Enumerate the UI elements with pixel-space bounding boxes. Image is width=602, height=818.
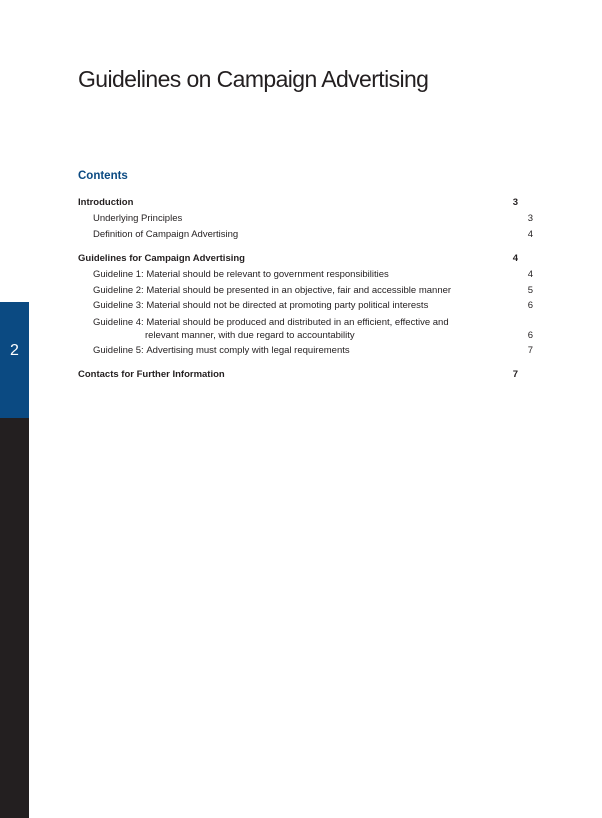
guideline-number: Guideline 3: [93, 300, 144, 311]
toc-page-number: 7 [527, 345, 533, 356]
guideline-text: Material should not be directed at promoting party political interests [146, 300, 429, 311]
guideline-text: Material should be presented in an objective, fair and accessible manner [146, 285, 452, 296]
toc-label: Introduction [78, 197, 134, 208]
toc-page-number: 3 [512, 197, 518, 208]
toc-page-number: 6 [527, 300, 533, 311]
guideline-text: Material should be produced and distributed in an efficient, effective and [146, 317, 449, 328]
toc-page-number: 4 [527, 269, 533, 280]
toc-entry-guideline-4[interactable] [78, 317, 533, 343]
section-tab-number: 2 [10, 342, 19, 359]
toc-label: Definition of Campaign Advertising [93, 229, 239, 240]
toc-label: Contacts for Further Information [78, 369, 225, 380]
guideline-number: Guideline 2: [93, 285, 144, 296]
guideline-text: Advertising must comply with legal requirements [146, 345, 350, 356]
page-title: Guidelines on Campaign Advertising [78, 66, 429, 92]
contents-heading: Contents [78, 170, 128, 182]
toc-entry-guideline-1[interactable] [78, 269, 533, 281]
side-bar [0, 418, 29, 818]
toc-page-number: 5 [527, 285, 533, 296]
section-tab [0, 302, 29, 418]
guideline-number: Guideline 4: [93, 317, 144, 328]
toc-entry-definition[interactable] [78, 229, 533, 241]
toc-entry-guideline-5[interactable] [78, 345, 533, 357]
toc-page-number: 7 [512, 369, 518, 380]
toc-entry-guidelines[interactable] [78, 253, 518, 265]
toc-entry-contacts[interactable] [78, 369, 518, 381]
guideline-number: Guideline 1: [93, 269, 144, 280]
toc-entry-introduction[interactable] [78, 197, 518, 209]
toc-entry-guideline-3[interactable] [78, 300, 533, 312]
toc-entry-underlying-principles[interactable] [78, 213, 533, 225]
guideline-text-continued: relevant manner, with due regard to accountability [145, 330, 355, 341]
toc-page-number: 6 [527, 330, 533, 341]
guideline-text: Material should be relevant to government responsibilities [146, 269, 389, 280]
toc-label: Underlying Principles [93, 213, 183, 224]
toc-label: Guidelines for Campaign Advertising [78, 253, 245, 264]
toc-entry-guideline-2[interactable] [78, 285, 533, 297]
toc-page-number: 4 [527, 229, 533, 240]
toc-page-number: 4 [512, 253, 518, 264]
toc-page-number: 3 [527, 213, 533, 224]
guideline-number: Guideline 5: [93, 345, 144, 356]
